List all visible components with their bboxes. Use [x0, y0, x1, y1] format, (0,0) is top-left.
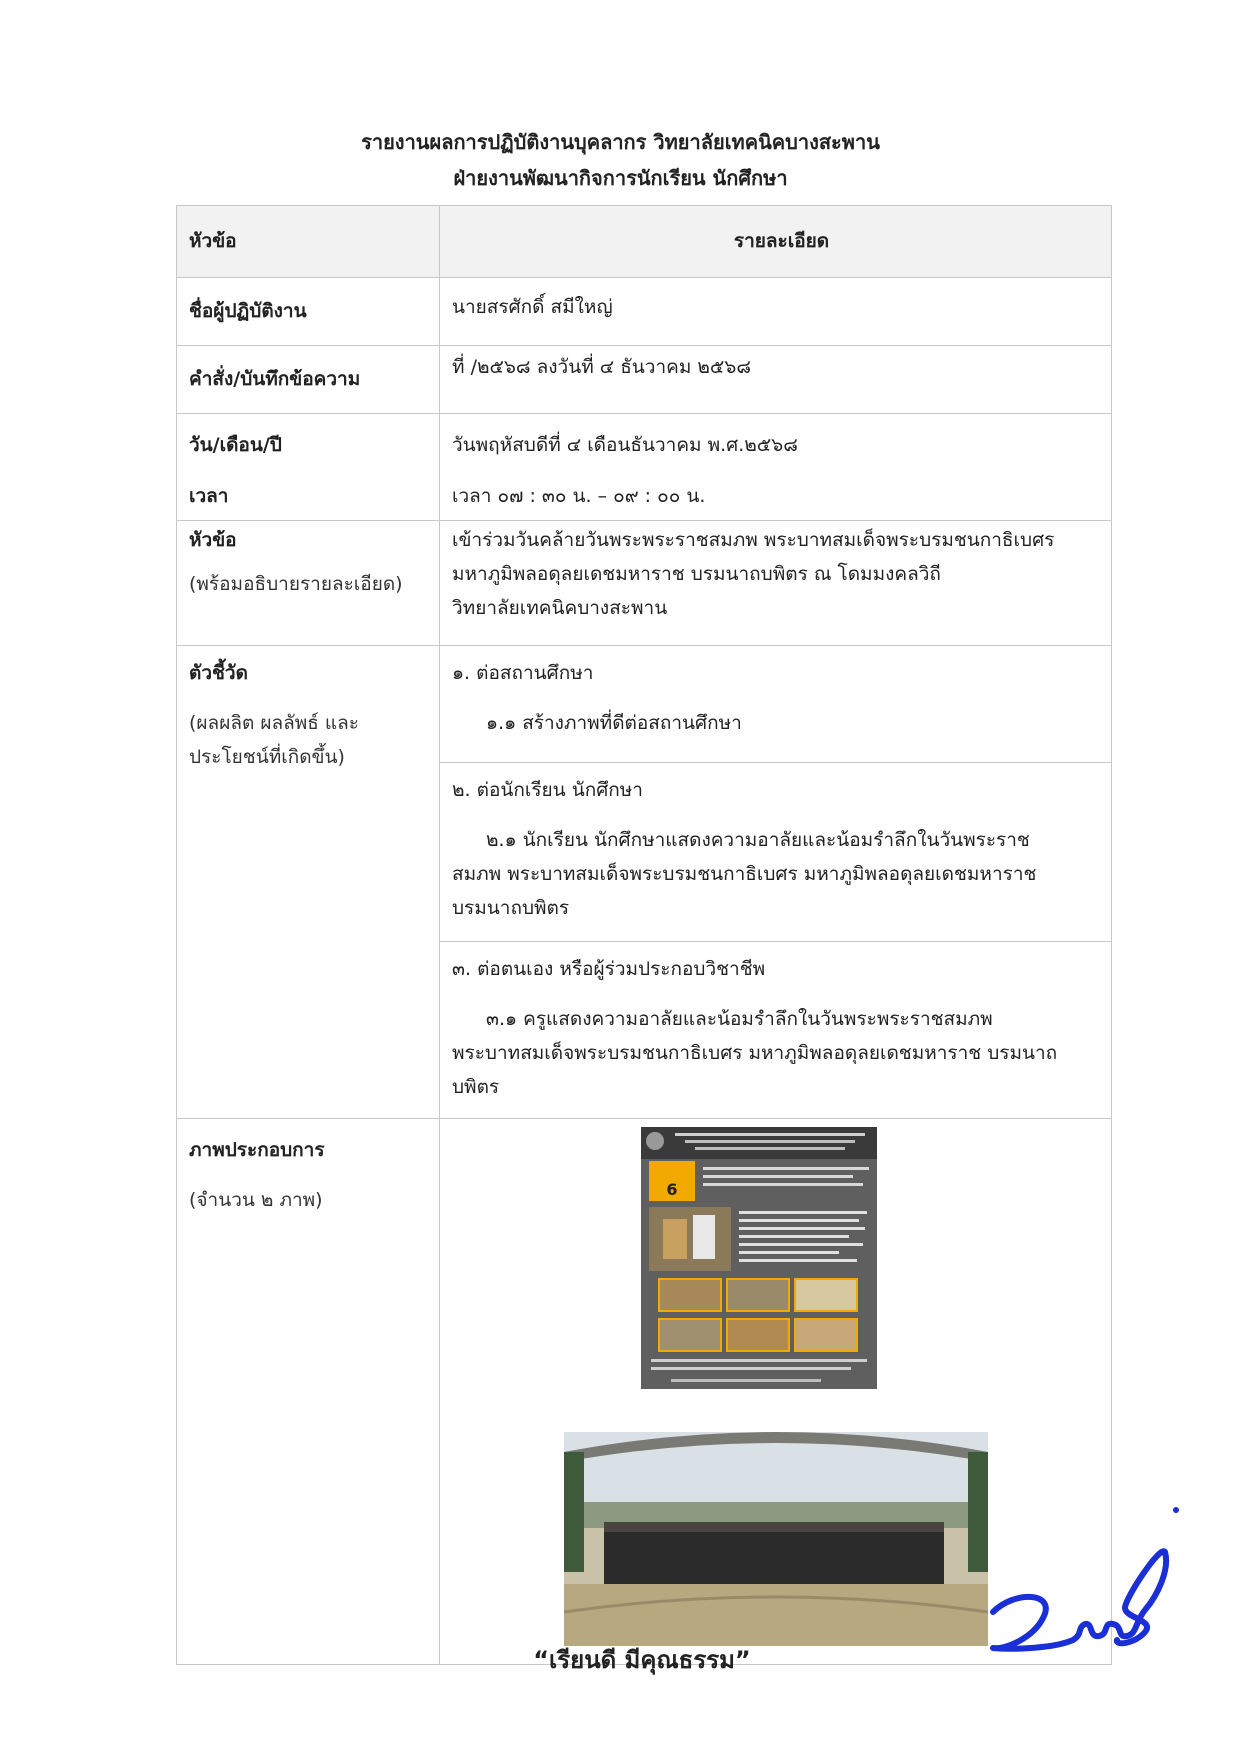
group-photo-graphic [564, 1432, 988, 1646]
topic-line-3: วิทยาลัยเทคนิคบางสะพาน [452, 597, 668, 619]
indicator-1-title: ๑. ต่อสถานศึกษา [452, 662, 594, 684]
time-value: เวลา ๐๗ : ๓๐ น. – ๐๙ : ๐๐ น. [452, 485, 706, 507]
date-label: วัน/เดือน/ปี [189, 434, 282, 456]
table-row [177, 646, 1112, 763]
topic-sublabel: (พร้อมอธิบายรายละเอียด) [189, 573, 403, 595]
indicator-sublabel-1: (ผลผลิต ผลลัพธ์ และ [189, 712, 360, 734]
topic-label: หัวข้อ [189, 529, 237, 551]
indicator-label: ตัวชี้วัด [189, 662, 248, 684]
indicator-2-line-1: ๒.๑ นักเรียน นักศึกษาแสดงความอาลัยและน้อมรำลึกในวันพระราช [486, 829, 1030, 851]
indicator-3-line-1: ๓.๑ ครูแสดงความอาลัยและน้อมรำลึกในวันพระพระราชสมภพ [486, 1008, 993, 1030]
table-row [177, 414, 1112, 521]
performer-label: ชื่อผู้ปฏิบัติงาน [189, 300, 307, 322]
signature-image [985, 1500, 1185, 1674]
group-photo-image [564, 1432, 988, 1646]
event-poster-image [641, 1127, 877, 1389]
column-header-topic: หัวข้อ [177, 206, 440, 278]
poster-graphic [641, 1127, 877, 1389]
topic-line-2: มหาภูมิพลอดุลยเดชมหาราช บรมนาถบพิตร ณ โดมมงคลวิถี [452, 563, 941, 585]
photo-label: ภาพประกอบการ [189, 1139, 325, 1161]
indicator-sublabel-2: ประโยชน์ที่เกิดขึ้น) [189, 746, 345, 768]
indicator-3-line-2: พระบาทสมเด็จพระบรมชนกาธิเบศร มหาภูมิพลอดุลยเดชมหาราช บรมนาถ [452, 1042, 1058, 1064]
indicator-2-line-2: สมภพ พระบาทสมเด็จพระบรมชนกาธิเบศร มหาภูมิพลอดุลยเดชมหาราช [452, 863, 1037, 885]
report-title: รายงานผลการปฏิบัติงานบุคลากร วิทยาลัยเทคนิคบางสะพาน [361, 130, 880, 154]
indicator-1-item: ๑.๑ สร้างภาพที่ดีต่อสถานศึกษา [486, 712, 742, 734]
order-value: ที่ /๒๕๖๘ ลงวันที่ ๔ ธันวาคม ๒๕๖๘ [452, 356, 752, 378]
table-row [177, 278, 1112, 346]
table-row [177, 521, 1112, 646]
indicator-2-title: ๒. ต่อนักเรียน นักศึกษา [452, 779, 643, 801]
column-header-detail: รายละเอียด [440, 206, 1112, 278]
topic-line-1: เข้าร่วมวันคล้ายวันพระพระราชสมภพ พระบาทสมเด็จพระบรมชนกาธิเบศร [452, 529, 1055, 551]
indicator-3-title: ๓. ต่อตนเอง หรือผู้ร่วมประกอบวิชาชีพ [452, 958, 766, 980]
table-row [177, 1119, 1112, 1665]
table-header-row [177, 206, 1112, 278]
table-row [177, 346, 1112, 414]
indicator-2-line-3: บรมนาถบพิตร [452, 897, 570, 919]
performer-value: นายสรศักดิ์ สมีใหญ่ [452, 296, 613, 318]
signature-graphic [985, 1500, 1185, 1670]
order-label: คำสั่ง/บันทึกข้อความ [189, 368, 361, 390]
report-subtitle: ฝ่ายงานพัฒนากิจการนักเรียน นักศึกษา [453, 166, 788, 190]
time-label: เวลา [189, 485, 229, 507]
poster-number: 6 [666, 1180, 678, 1199]
footer-motto: “เรียนดี มีคุณธรรม” [533, 1646, 751, 1674]
report-table [176, 205, 1112, 1665]
date-value: วันพฤหัสบดีที่ ๔ เดือนธันวาคม พ.ศ.๒๕๖๘ [452, 434, 798, 456]
indicator-3-line-3: บพิตร [452, 1076, 500, 1098]
photo-sublabel: (จำนวน ๒ ภาพ) [189, 1189, 323, 1211]
